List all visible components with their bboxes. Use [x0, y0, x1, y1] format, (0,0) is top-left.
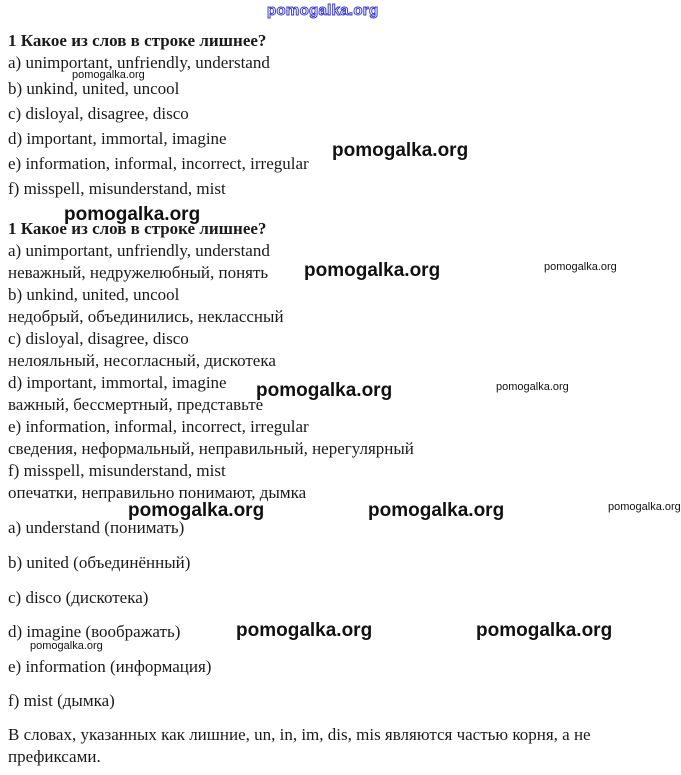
option-line: b) unkind, united, uncool	[8, 79, 180, 98]
answer-line: f) mist (дымка)	[8, 691, 115, 710]
translation-line: опечатки, неправильно понимают, дымка	[8, 483, 307, 502]
task-title-1: 1 Какое из слов в строке лишнее?	[8, 31, 267, 50]
conclusion-text: В словах, указанных как лишние, un, in, im, dis, mis являются частью корня, а не префиксами.	[8, 725, 591, 766]
watermark: pomogalka.org	[64, 204, 201, 225]
option-line: c) disloyal, disagree, disco	[8, 104, 189, 123]
watermark: pomogalka.org	[256, 380, 393, 401]
translation-line: нелояльный, несогласный, дискотека	[8, 351, 276, 370]
watermark: pomogalka.org	[368, 500, 505, 521]
option-line: a) unimportant, unfriendly, understand	[8, 53, 270, 72]
watermark: pomogalka.org	[476, 620, 613, 641]
option-line: d) important, immortal, imagine	[8, 129, 227, 148]
translation-line: сведения, неформальный, неправильный, нерегулярный	[8, 439, 414, 458]
watermark: pomogalka.org	[72, 69, 145, 81]
header-watermark: pomogalka.org	[267, 2, 379, 19]
answer-line: a) understand (понимать)	[8, 518, 185, 537]
watermark: pomogalka.org	[544, 261, 617, 273]
watermark: pomogalka.org	[128, 500, 265, 521]
option-line: c) disloyal, disagree, disco	[8, 329, 189, 348]
watermark: pomogalka.org	[496, 381, 569, 393]
translation-line: недобрый, объединились, неклассный	[8, 307, 284, 326]
translation-line: неважный, недружелюбный, понять	[8, 263, 269, 282]
watermark: pomogalka.org	[236, 620, 373, 641]
answer-line: b) united (объединённый)	[8, 553, 191, 572]
option-line: f) misspell, misunderstand, mist	[8, 179, 226, 198]
watermark: pomogalka.org	[304, 260, 441, 281]
option-line: a) unimportant, unfriendly, understand	[8, 241, 270, 260]
watermark: pomogalka.org	[608, 501, 681, 513]
answer-line: e) information (информация)	[8, 657, 212, 676]
option-line: e) information, informal, incorrect, irregular	[8, 154, 309, 173]
watermark: pomogalka.org	[30, 640, 103, 652]
answer-line: c) disco (дискотека)	[8, 588, 149, 607]
watermark: pomogalka.org	[332, 140, 469, 161]
option-line: b) unkind, united, uncool	[8, 285, 180, 304]
option-line: e) information, informal, incorrect, irregular	[8, 417, 309, 436]
task-title-2: 1 Какое из слов в строке лишнее?	[8, 219, 267, 238]
option-line: f) misspell, misunderstand, mist	[8, 461, 226, 480]
answer-line: d) imagine (воображать)	[8, 622, 181, 641]
translation-line: важный, бессмертный, представьте	[8, 395, 264, 414]
option-line: d) important, immortal, imagine	[8, 373, 227, 392]
